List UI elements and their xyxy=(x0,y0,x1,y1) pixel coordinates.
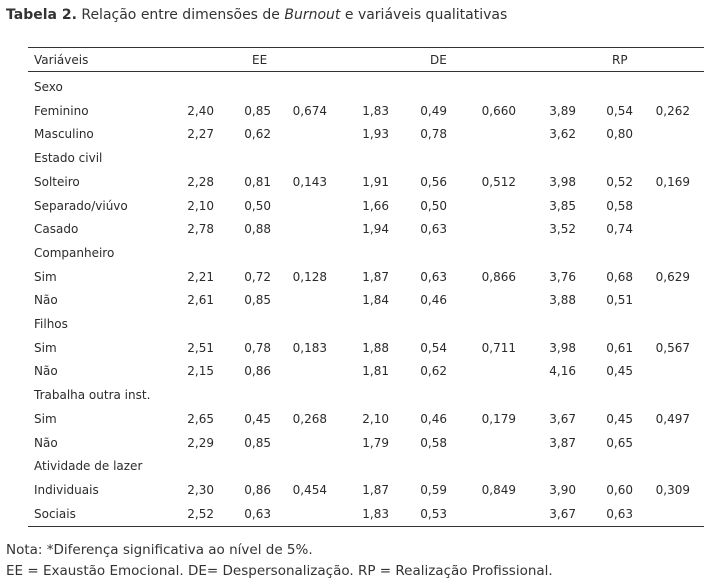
table-cell: 2,61 xyxy=(187,293,214,307)
table-cell: 0,85 xyxy=(244,104,271,118)
table-cell: 3,89 xyxy=(549,104,576,118)
table-cell: 0,85 xyxy=(244,436,271,450)
table-cell: 0,52 xyxy=(606,175,633,189)
table-cell: 4,16 xyxy=(549,364,576,378)
table-cell: 0,63 xyxy=(420,222,447,236)
table-cell: 0,65 xyxy=(606,436,633,450)
table-cell: 0,128 xyxy=(292,270,327,284)
table-cell: 0,54 xyxy=(606,104,633,118)
row-label: Sim xyxy=(34,341,57,355)
note-abbreviations: EE = Exaustão Emocional. DE= Despersonalização. RP = Realização Profissional. xyxy=(6,563,553,579)
table-cell: 0,81 xyxy=(244,175,271,189)
table-cell: 0,169 xyxy=(655,175,690,189)
table-cell: 0,46 xyxy=(420,412,447,426)
table-cell: 0,61 xyxy=(606,341,633,355)
table-number: Tabela 2. xyxy=(6,7,77,23)
table-cell: 0,86 xyxy=(244,364,271,378)
table-cell: 1,94 xyxy=(362,222,389,236)
table-cell: 1,66 xyxy=(362,199,389,213)
group-label: Atividade de lazer xyxy=(34,459,143,473)
table-cell: 2,29 xyxy=(187,436,214,450)
table-cell: 0,50 xyxy=(420,199,447,213)
table-title xyxy=(6,7,507,23)
table-cell: 1,88 xyxy=(362,341,389,355)
group-label: Sexo xyxy=(34,80,63,94)
table-cell: 0,45 xyxy=(606,364,633,378)
table-cell: 1,87 xyxy=(362,270,389,284)
table-cell: 2,10 xyxy=(187,199,214,213)
table-cell: 3,62 xyxy=(549,127,576,141)
table-cell: 0,60 xyxy=(606,483,633,497)
table-cell: 0,58 xyxy=(606,199,633,213)
table-cell: 3,67 xyxy=(549,507,576,521)
title-text-before: Relação entre dimensões de xyxy=(81,7,280,23)
table-cell: 3,90 xyxy=(549,483,576,497)
table-cell: 2,51 xyxy=(187,341,214,355)
header-rule xyxy=(28,71,704,72)
table-cell: 0,62 xyxy=(244,127,271,141)
table-cell: 1,84 xyxy=(362,293,389,307)
header-rp: RP xyxy=(612,53,628,67)
table-cell: 1,83 xyxy=(362,104,389,118)
row-label: Separado/viúvo xyxy=(34,199,128,213)
table-cell: 3,98 xyxy=(549,341,576,355)
table-cell: 0,45 xyxy=(606,412,633,426)
table-cell: 3,76 xyxy=(549,270,576,284)
row-label: Sociais xyxy=(34,507,76,521)
table-cell: 2,10 xyxy=(362,412,389,426)
table-cell: 0,309 xyxy=(655,483,690,497)
table-cell: 2,65 xyxy=(187,412,214,426)
table-cell: 0,85 xyxy=(244,293,271,307)
row-label: Solteiro xyxy=(34,175,80,189)
table-cell: 0,567 xyxy=(655,341,690,355)
table-cell: 2,28 xyxy=(187,175,214,189)
group-label: Companheiro xyxy=(34,246,115,260)
table-cell: 0,629 xyxy=(655,270,690,284)
table-cell: 3,67 xyxy=(549,412,576,426)
table-cell: 0,86 xyxy=(244,483,271,497)
table-cell: 0,56 xyxy=(420,175,447,189)
top-rule xyxy=(28,47,704,48)
table-cell: 1,93 xyxy=(362,127,389,141)
table-cell: 0,49 xyxy=(420,104,447,118)
table-cell: 0,45 xyxy=(244,412,271,426)
table-cell: 1,91 xyxy=(362,175,389,189)
table-cell: 3,52 xyxy=(549,222,576,236)
row-label: Sim xyxy=(34,270,57,284)
table-cell: 0,63 xyxy=(420,270,447,284)
table-cell: 2,27 xyxy=(187,127,214,141)
table-cell: 0,50 xyxy=(244,199,271,213)
table-cell: 0,674 xyxy=(292,104,327,118)
table-cell: 3,87 xyxy=(549,436,576,450)
table-cell: 0,512 xyxy=(481,175,516,189)
row-label: Casado xyxy=(34,222,79,236)
group-label: Filhos xyxy=(34,317,68,331)
table-cell: 0,497 xyxy=(655,412,690,426)
header-de: DE xyxy=(430,53,447,67)
table-cell: 0,54 xyxy=(420,341,447,355)
table-cell: 3,88 xyxy=(549,293,576,307)
title-text-after: e variáveis qualitativas xyxy=(344,7,508,23)
table-cell: 0,63 xyxy=(606,507,633,521)
table-cell: 2,52 xyxy=(187,507,214,521)
bottom-rule xyxy=(28,526,704,527)
table-cell: 0,143 xyxy=(292,175,327,189)
table-cell: 0,68 xyxy=(606,270,633,284)
table-cell: 0,88 xyxy=(244,222,271,236)
table-cell: 0,58 xyxy=(420,436,447,450)
row-label: Individuais xyxy=(34,483,99,497)
title-italic: Burnout xyxy=(284,7,341,23)
table-cell: 0,183 xyxy=(292,341,327,355)
table-cell: 3,85 xyxy=(549,199,576,213)
table-cell: 1,83 xyxy=(362,507,389,521)
table-cell: 0,268 xyxy=(292,412,327,426)
table-cell: 2,15 xyxy=(187,364,214,378)
group-label: Trabalha outra inst. xyxy=(34,388,151,402)
table-cell: 1,79 xyxy=(362,436,389,450)
table-cell: 0,262 xyxy=(655,104,690,118)
table-cell: 0,53 xyxy=(420,507,447,521)
row-label: Feminino xyxy=(34,104,89,118)
row-label: Não xyxy=(34,364,58,378)
note-significance: Nota: *Diferença significativa ao nível de 5%. xyxy=(6,542,313,558)
table-cell: 0,454 xyxy=(292,483,327,497)
table-cell: 2,40 xyxy=(187,104,214,118)
table-cell: 0,78 xyxy=(244,341,271,355)
table-cell: 0,62 xyxy=(420,364,447,378)
table-cell: 0,849 xyxy=(481,483,516,497)
table-cell: 0,179 xyxy=(481,412,516,426)
table-cell: 0,74 xyxy=(606,222,633,236)
table-cell: 0,63 xyxy=(244,507,271,521)
header-ee: EE xyxy=(252,53,268,67)
table-cell: 0,59 xyxy=(420,483,447,497)
table-cell: 2,21 xyxy=(187,270,214,284)
row-label: Masculino xyxy=(34,127,94,141)
table-cell: 3,98 xyxy=(549,175,576,189)
table-cell: 2,78 xyxy=(187,222,214,236)
table-cell: 1,81 xyxy=(362,364,389,378)
table-cell: 0,51 xyxy=(606,293,633,307)
table-cell: 1,87 xyxy=(362,483,389,497)
row-label: Sim xyxy=(34,412,57,426)
table-cell: 2,30 xyxy=(187,483,214,497)
table-cell: 0,72 xyxy=(244,270,271,284)
table-cell: 0,46 xyxy=(420,293,447,307)
group-label: Estado civil xyxy=(34,151,103,165)
table-cell: 0,80 xyxy=(606,127,633,141)
table-cell: 0,660 xyxy=(481,104,516,118)
row-label: Não xyxy=(34,293,58,307)
table-cell: 0,711 xyxy=(481,341,516,355)
row-label: Não xyxy=(34,436,58,450)
header-variables: Variáveis xyxy=(34,53,89,67)
table-cell: 0,866 xyxy=(481,270,516,284)
table-cell: 0,78 xyxy=(420,127,447,141)
